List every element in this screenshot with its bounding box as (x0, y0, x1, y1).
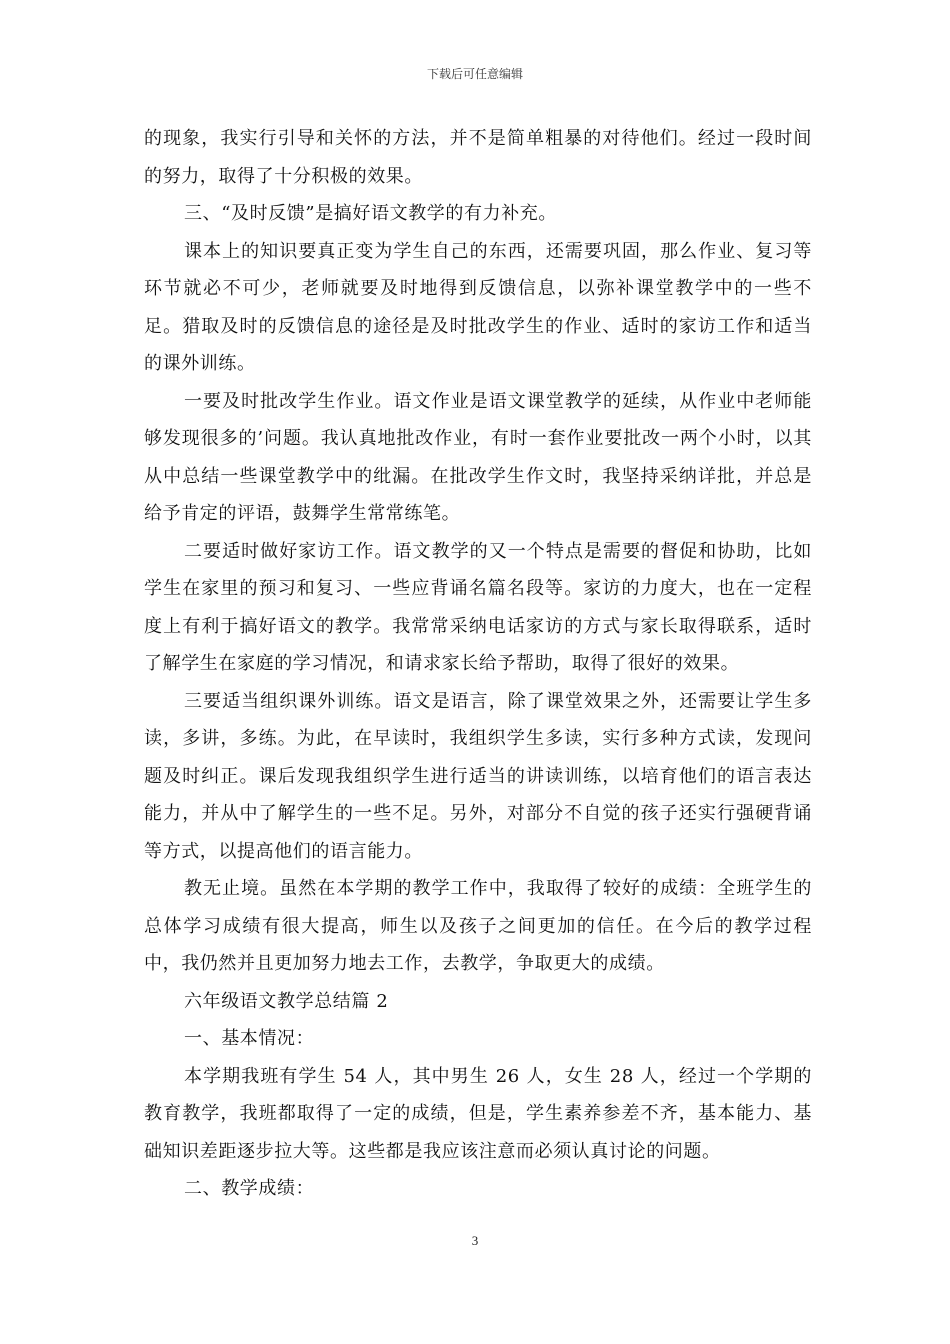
paragraph-homework-correction: 一要及时批改学生作业。语文作业是语文课堂教学的延续，从作业中老师能够发现很多的’问题。我认真地批改作业，有时一套作业要批改一两个小时，以其从中总结一些课堂教学中的纰漏。在批改学生作文时，我坚持采纳详批，并总是给予肯定的评语，鼓舞学生常常练笔。 (144, 390, 812, 524)
paragraph-conclusion: 教无止境。虽然在本学期的教学工作中，我取得了较好的成绩：全班学生的总体学习成绩有很大提高，师生以及孩子之间更加的信任。在今后的教学过程中，我仍然并且更加努力地去工作，去教学，争取更大的成绩。 (144, 878, 812, 974)
document-body (144, 120, 812, 1208)
page-number: 3 (471, 1233, 479, 1248)
paragraph-extracurricular-training: 三要适当组织课外训练。语文是语言，除了课堂效果之外，还需要让学生多读，多讲，多练。为此，在早读时，我组织学生多读，实行多种方式读，发现问题及时纠正。课后发现我组织学生进行适当的讲读训练，以培育他们的语言表达能力，并从中了解学生的一些不足。另外，对部分不自觉的孩子还实行强硬背诵等方式，以提高他们的语言能力。 (144, 690, 812, 862)
page-header: 下载后可任意编辑 (426, 67, 523, 81)
article-title-part-2: 六年级语文教学总结篇 2 (184, 990, 389, 1012)
paragraph-home-visits: 二要适时做好家访工作。语文教学的又一个特点是需要的督促和协助，比如学生在家里的预习和复习、一些应背诵名篇名段等。家访的力度大，也在一定程度上有利于搞好语文的教学。我常常采纳电话家访的方式与家长取得联系，适时了解学生在家庭的学习情况，和请求家长给予帮助，取得了很好的效果。 (144, 540, 812, 674)
section-heading-feedback: 三、“及时反馈”是搞好语文教学的有力补充。 (184, 203, 558, 224)
paragraph-class-overview: 本学期我班有学生 54 人，其中男生 26 人，女生 28 人，经过一个学期的教育教学，我班都取得了一定的成绩，但是，学生素养参差不齐，基本能力、基础知识差距逐步拉大等。这些都是我应该注意而必须认真讨论的问题。 (144, 1065, 812, 1162)
section-heading-teaching-results: 二、教学成绩： (184, 1178, 315, 1199)
paragraph-continuation: 的现象，我实行引导和关怀的方法，并不是简单粗暴的对待他们。经过一段时间的努力，取得了十分积极的效果。 (144, 128, 812, 187)
section-heading-basic-situation: 一、基本情况： (184, 1028, 315, 1049)
paragraph-feedback-intro: 课本上的知识要真正变为学生自己的东西，还需要巩固，那么作业、复习等环节就必不可少，老师就要及时地得到反馈信息，以弥补课堂教学中的一些不足。猎取及时的反馈信息的途径是及时批改学生的作业、适时的家访工作和适当的课外训练。 (144, 240, 812, 374)
